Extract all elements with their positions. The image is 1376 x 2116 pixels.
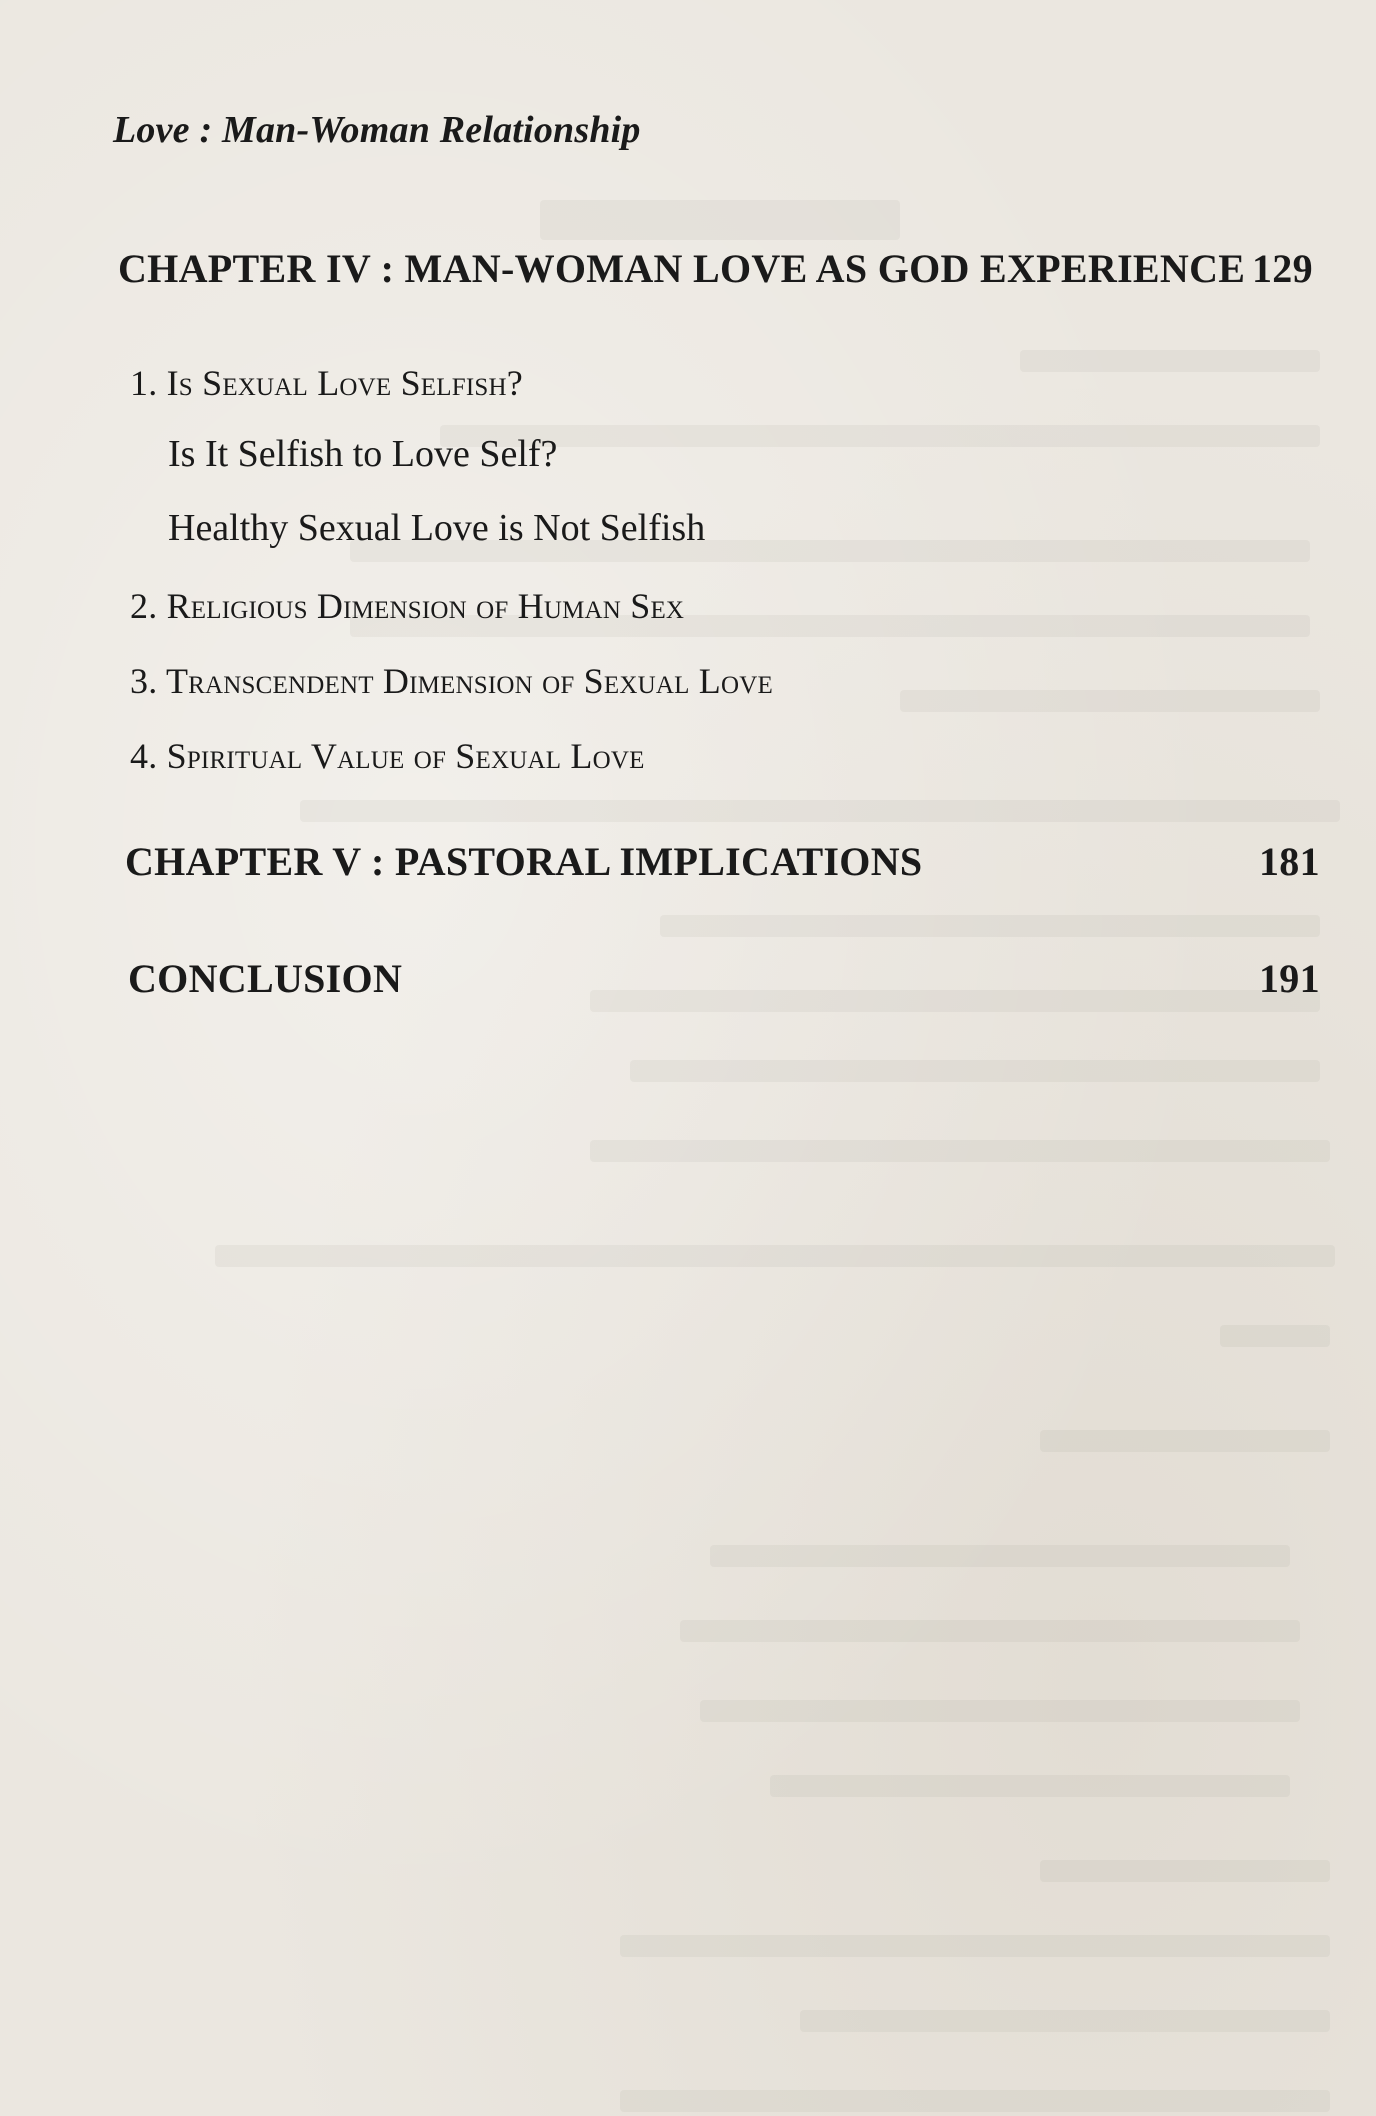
conclusion-page: 191 — [1259, 956, 1320, 1001]
chapter-v-title: CHAPTER V : PASTORAL IMPLICATIONS — [125, 839, 923, 884]
chapter-v-page: 181 — [1259, 839, 1320, 884]
toc-item-2: 2. Religious Dimension of Human Sex — [130, 586, 685, 626]
toc-item-4: 4. Spiritual Value of Sexual Love — [130, 736, 645, 776]
chapter-iv-page: 129 — [1252, 246, 1313, 291]
running-head: Love : Man-Woman Relationship — [113, 109, 641, 151]
toc-subitem-2: Healthy Sexual Love is Not Selfish — [168, 507, 706, 549]
toc-item-3: 3. Transcendent Dimension of Sexual Love — [130, 661, 773, 701]
chapter-iv-title: CHAPTER IV : MAN-WOMAN LOVE AS GOD EXPERIENCE — [118, 246, 1246, 291]
conclusion-title: CONCLUSION — [128, 956, 403, 1001]
toc-subitem-1: Is It Selfish to Love Self? — [168, 433, 558, 475]
toc-item-1: 1. Is Sexual Love Selfish? — [130, 363, 523, 403]
